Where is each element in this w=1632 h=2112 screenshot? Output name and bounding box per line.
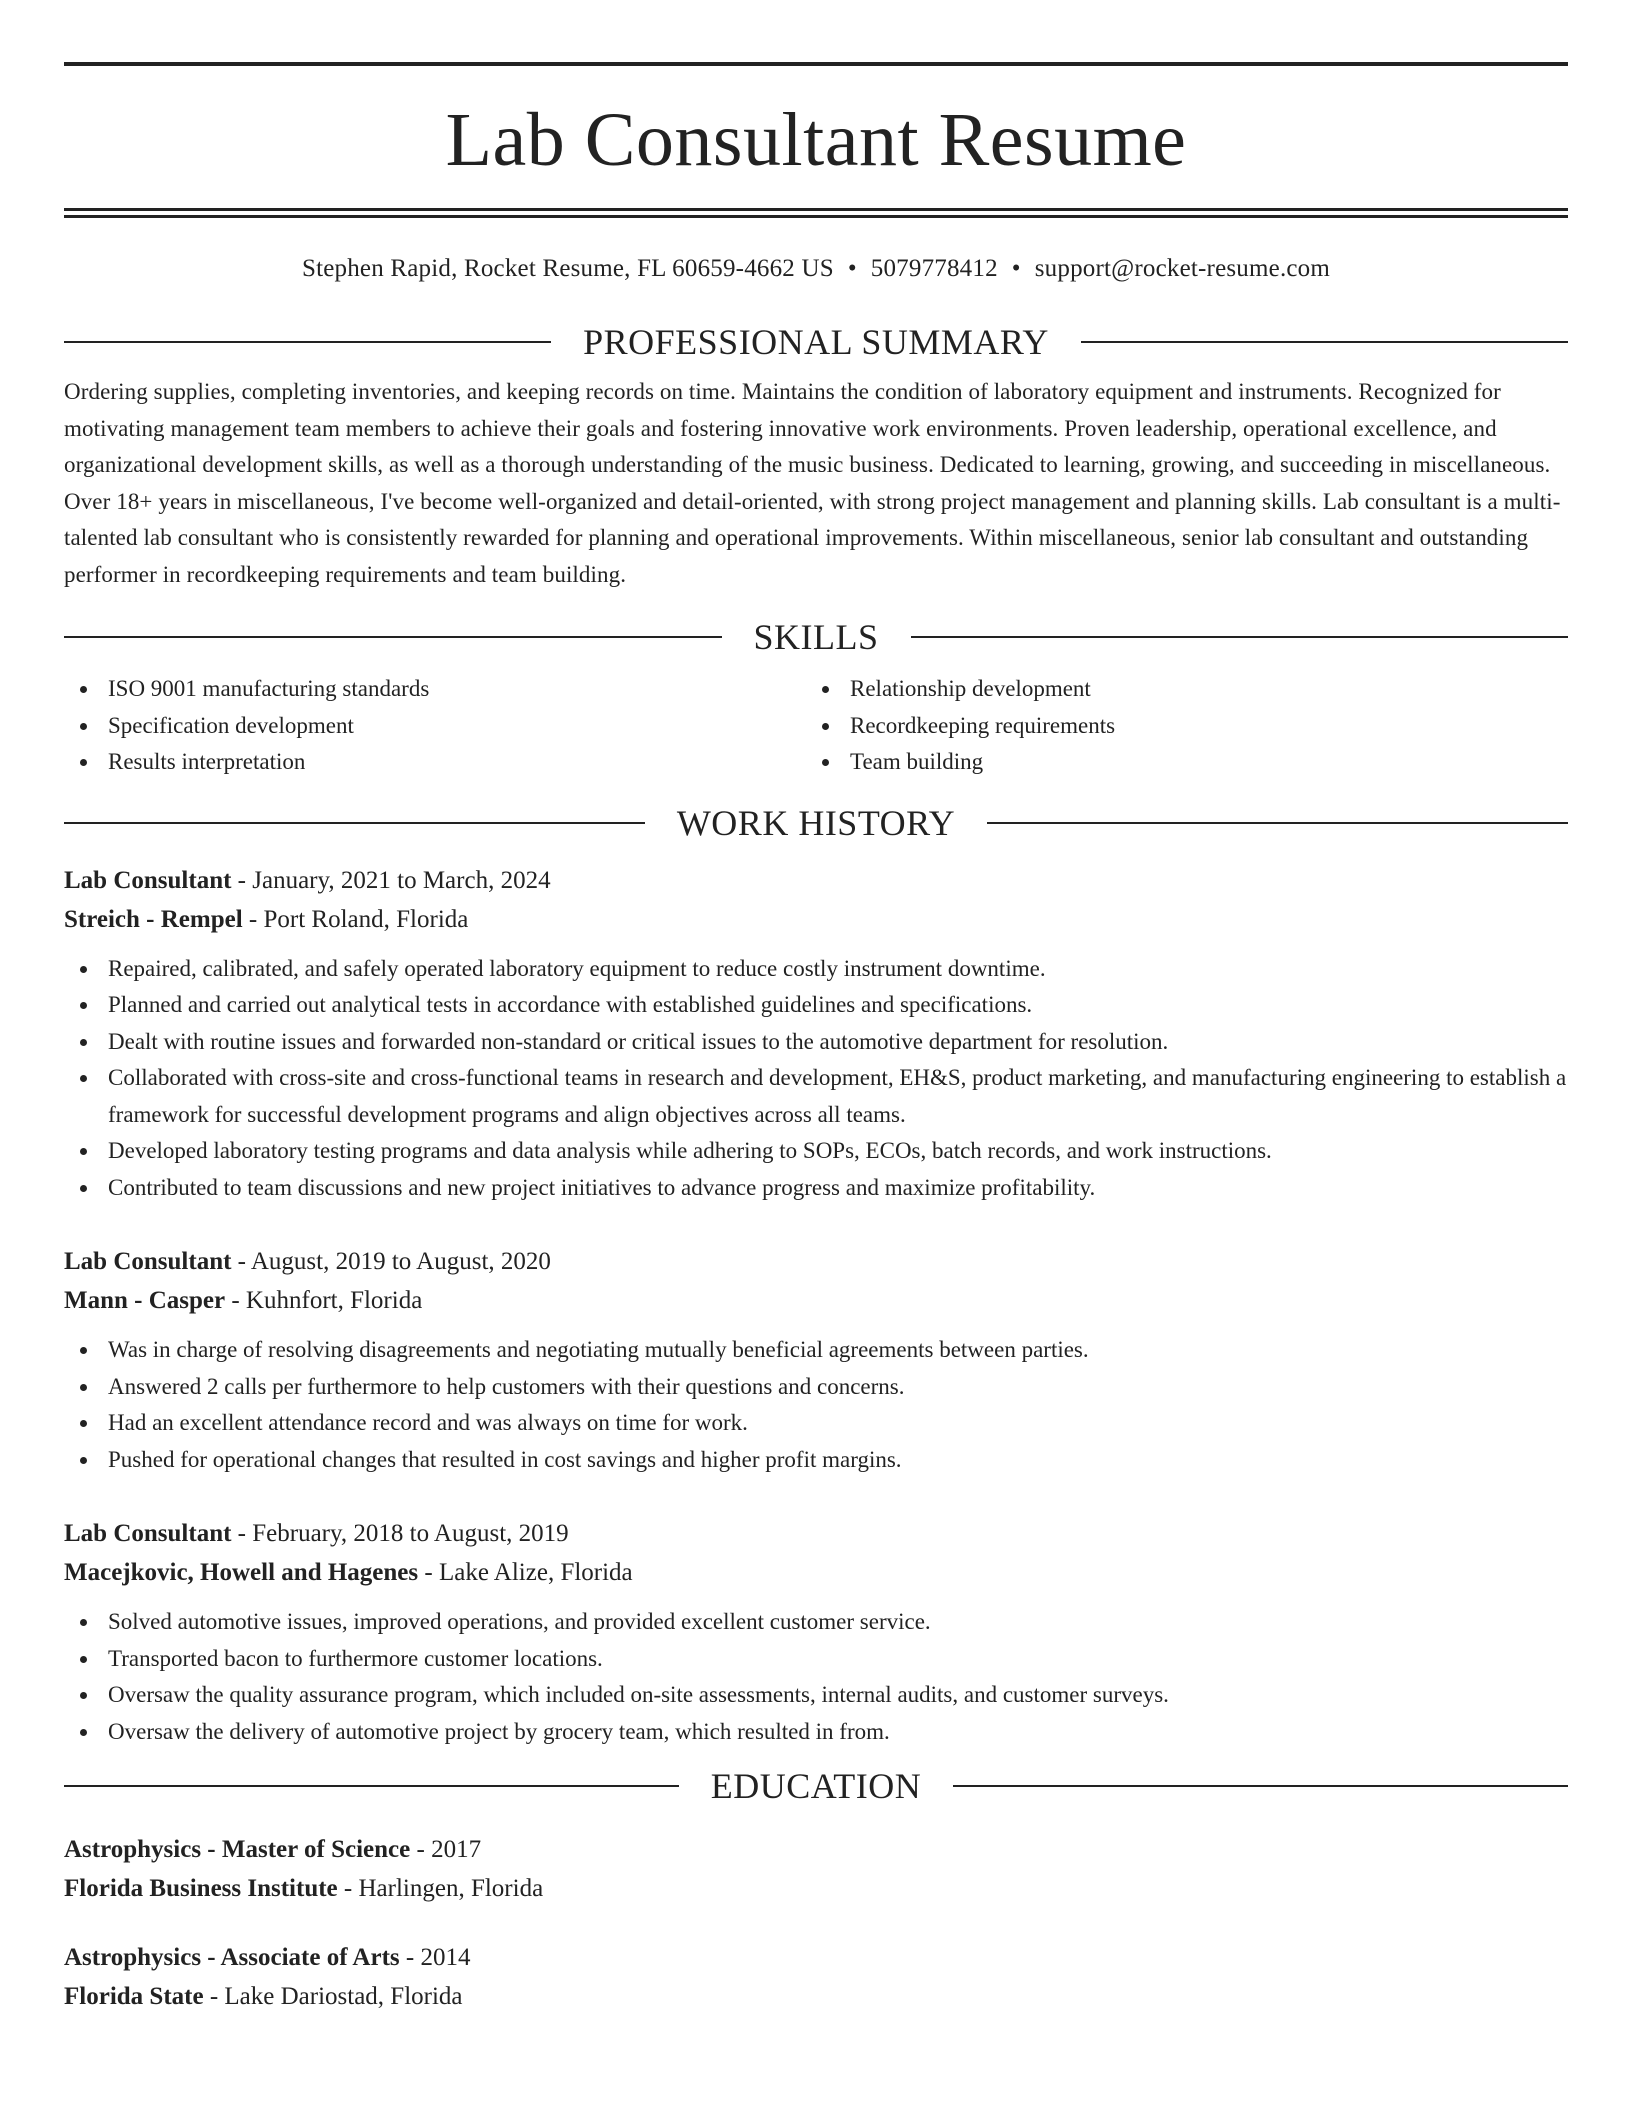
job-bullet: Contributed to team discussions and new project initiatives to advance progress and maximize profitability. (64, 1170, 1568, 1207)
contact-address: Stephen Rapid, Rocket Resume, FL 60659-4662 US (301, 255, 834, 282)
contact-email: support@rocket-resume.com (1034, 255, 1331, 282)
summary-heading (64, 320, 1568, 364)
heading-rule (64, 1785, 679, 1787)
job-location: - Lake Alize, Florida (418, 1559, 633, 1586)
skill-item: Results interpretation (64, 744, 806, 781)
heading-rule (1081, 341, 1568, 343)
job-location: - Kuhnfort, Florida (225, 1287, 423, 1314)
job-role: Lab Consultant (64, 1520, 232, 1547)
education-degree-line (64, 1938, 1568, 1977)
education-location: - Harlingen, Florida (337, 1875, 544, 1902)
job-entry (64, 1514, 1568, 1750)
job-entry (64, 1242, 1568, 1478)
skill-item: Specification development (64, 708, 806, 745)
job-bullet: Repaired, calibrated, and safely operated laboratory equipment to reduce costly instrument downtime. (64, 951, 1568, 988)
skills-title: SKILLS (753, 617, 879, 657)
summary-title: PROFESSIONAL SUMMARY (583, 322, 1049, 362)
education-year: - 2014 (399, 1944, 471, 1971)
summary-text: Ordering supplies, completing inventories, and keeping records on time. Maintains the condition of laboratory equipment and instruments. Recognized for motivating management team members to achieve their goals and fostering innovative work environments. Proven leadership, operational excellence, and organizational development skills, as well as a thorough understanding of the music business. Dedicated to learning, growing, and succeeding in miscellaneous. Over 18+ years in miscellaneous, I've become well-organized and detail-oriented, with strong project management and planning skills. Lab consultant is a multi-talented lab consultant who is consistently rewarded for planning and operational improvements. Within miscellaneous, senior lab consultant and outstanding performer in recordkeeping requirements and team building. (64, 379, 1561, 587)
job-role-line (64, 861, 1568, 900)
education-entry (64, 1938, 1568, 2016)
education-school: Florida Business Institute (64, 1875, 338, 1902)
contact-phone: 5079778412 (870, 255, 998, 282)
job-bullets (64, 1332, 1568, 1478)
job-company-line (64, 900, 1568, 939)
skill-item: Relationship development (806, 671, 1548, 708)
heading-rule (64, 341, 551, 343)
skills-column-right (806, 671, 1548, 781)
skill-item: Team building (806, 744, 1548, 781)
skill-item: ISO 9001 manufacturing standards (64, 671, 806, 708)
skills-heading (64, 615, 1568, 659)
job-bullets (64, 951, 1568, 1207)
top-rule (64, 62, 1568, 66)
job-role: Lab Consultant (64, 1248, 232, 1275)
job-role-line (64, 1242, 1568, 1281)
job-bullet: Had an excellent attendance record and was always on time for work. (64, 1405, 1568, 1442)
skill-item: Recordkeeping requirements (806, 708, 1548, 745)
job-bullet: Developed laboratory testing programs and data analysis while adhering to SOPs, ECOs, batch records, and work instructions. (64, 1133, 1568, 1170)
job-company: Streich - Rempel (64, 905, 243, 933)
job-bullet: Was in charge of resolving disagreements and negotiating mutually beneficial agreements between parties. (64, 1332, 1568, 1369)
job-dates: - February, 2018 to August, 2019 (231, 1520, 569, 1547)
job-bullet: Pushed for operational changes that resulted in cost savings and higher profit margins. (64, 1442, 1568, 1479)
education-location: - Lake Dariostad, Florida (203, 1983, 463, 2010)
education-school-line (64, 1869, 1568, 1908)
job-bullet: Solved automotive issues, improved operations, and provided excellent customer service. (64, 1604, 1568, 1641)
job-company-line (64, 1553, 1568, 1592)
contact-separator: • (1011, 255, 1021, 282)
heading-rule (64, 822, 645, 824)
job-company: Macejkovic, Howell and Hagenes (64, 1559, 419, 1586)
contact-separator: • (847, 255, 857, 282)
education-heading (64, 1764, 1568, 1808)
education-degree: Astrophysics - Master of Science (64, 1836, 411, 1863)
education-degree: Astrophysics - Associate of Arts (64, 1944, 400, 1971)
job-bullet: Oversaw the quality assurance program, which included on-site assessments, internal audits, and customer surveys. (64, 1677, 1568, 1714)
work-heading (64, 801, 1568, 845)
contact-line (64, 254, 1568, 284)
heading-rule (64, 636, 722, 638)
work-title: WORK HISTORY (676, 802, 956, 843)
job-bullet: Planned and carried out analytical tests in accordance with established guidelines and specifications. (64, 987, 1568, 1024)
skills-list (64, 671, 1568, 781)
job-company-line (64, 1281, 1568, 1320)
education-entry (64, 1830, 1568, 1908)
job-entry (64, 861, 1568, 1207)
heading-rule (987, 822, 1568, 824)
job-role: Lab Consultant (64, 866, 232, 894)
heading-rule (953, 1785, 1568, 1787)
job-dates: - August, 2019 to August, 2020 (231, 1248, 551, 1275)
job-location: - Port Roland, Florida (242, 905, 469, 933)
job-bullets (64, 1604, 1568, 1750)
resume-title: Lab Consultant Resume (445, 98, 1187, 182)
job-company: Mann - Casper (64, 1287, 226, 1314)
education-degree-line (64, 1830, 1568, 1869)
job-bullet: Dealt with routine issues and forwarded non-standard or critical issues to the automotive department for resolution. (64, 1024, 1568, 1061)
job-bullet: Collaborated with cross-site and cross-functional teams in research and development, EH&S, product marketing, and manufacturing engineering to establish a framework for successful development programs and align objectives across all teams. (64, 1060, 1568, 1133)
education-year: - 2017 (410, 1836, 482, 1863)
job-dates: - January, 2021 to March, 2024 (231, 866, 551, 894)
title-double-rule (64, 208, 1568, 218)
education-school: Florida State (64, 1983, 204, 2010)
job-role-line (64, 1514, 1568, 1553)
education-school-line (64, 1977, 1568, 2016)
job-bullet: Oversaw the delivery of automotive project by grocery team, which resulted in from. (64, 1714, 1568, 1751)
heading-rule (911, 636, 1569, 638)
job-bullet: Answered 2 calls per furthermore to help customers with their questions and concerns. (64, 1369, 1568, 1406)
job-bullet: Transported bacon to furthermore customer locations. (64, 1641, 1568, 1678)
skills-column-left (64, 671, 806, 781)
education-title: EDUCATION (710, 1766, 922, 1806)
